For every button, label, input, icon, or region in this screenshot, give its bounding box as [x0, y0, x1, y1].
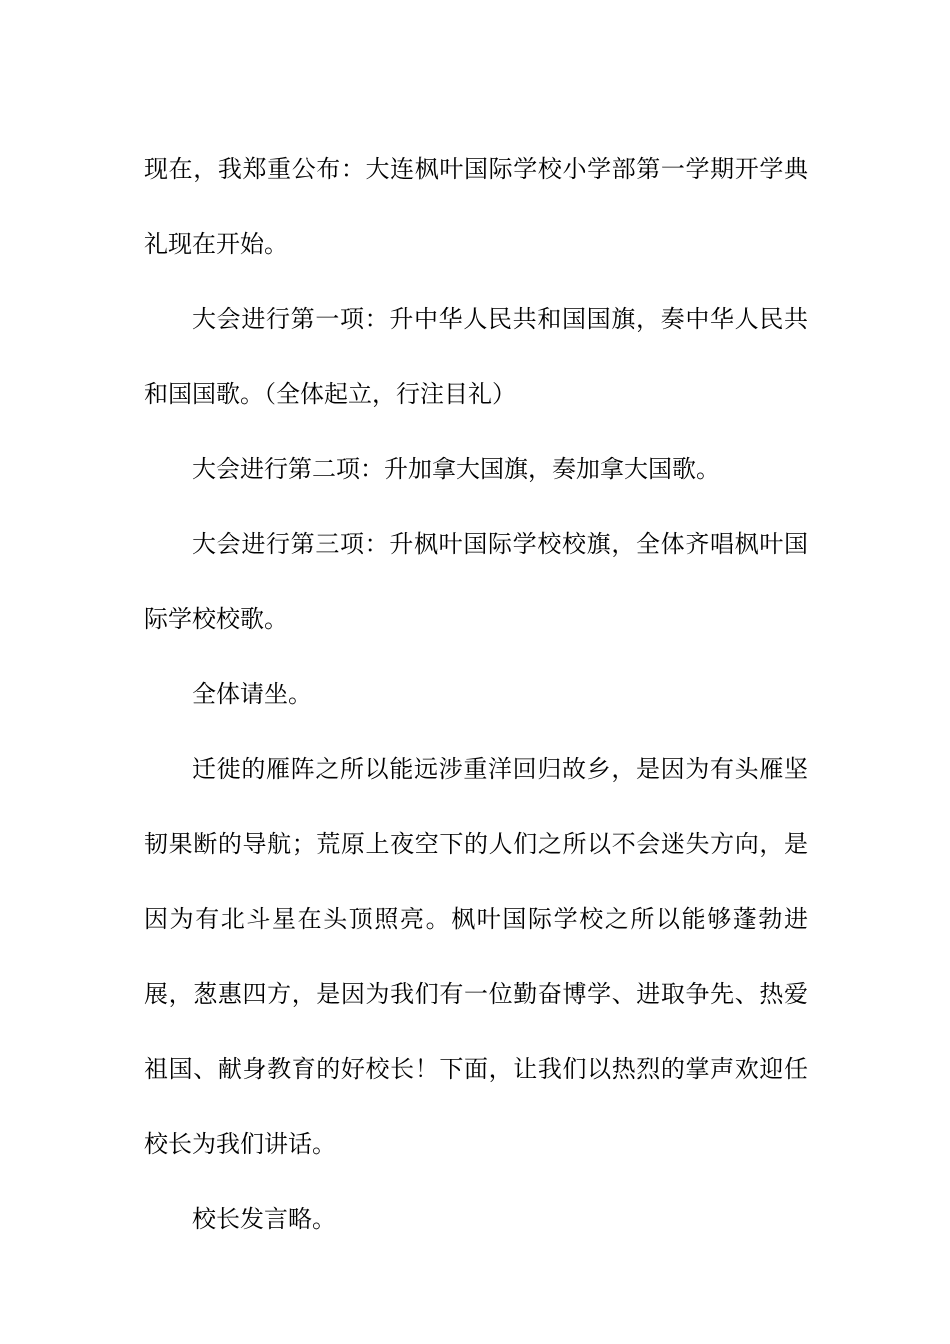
document-body: [144, 132, 808, 1257]
paragraph-principal-speech: 校长发言略。: [192, 1205, 336, 1233]
paragraph-item-2: 大会进行第二项：升加拿大国旗，奏加拿大国歌。: [192, 455, 720, 483]
paragraph-opening: 现在，我郑重公布：大连枫叶国际学校小学部第一学期开学典礼现在开始。: [144, 155, 808, 258]
paragraph-item-1: 大会进行第一项：升中华人民共和国国旗，奏中华人民共和国国歌。（全体起立，行注目礼）: [144, 305, 808, 408]
paragraph-introduction: 迁徙的雁阵之所以能远涉重洋回归故乡，是因为有头雁坚韧果断的导航；荒原上夜空下的人们之所以不会迷失方向，是因为有北斗星在头顶照亮。枫叶国际学校之所以能够蓬勃进展，葱惠四方，是因为我们有一位勤奋博学、进取争先、热爱祖国、献身教育的好校长！下面，让我们以热烈的掌声欢迎任校长为我们讲话。: [144, 755, 808, 1158]
paragraph-please-sit: 全体请坐。: [192, 680, 312, 708]
paragraph-item-3: 大会进行第三项：升枫叶国际学校校旗，全体齐唱枫叶国际学校校歌。: [144, 530, 808, 633]
